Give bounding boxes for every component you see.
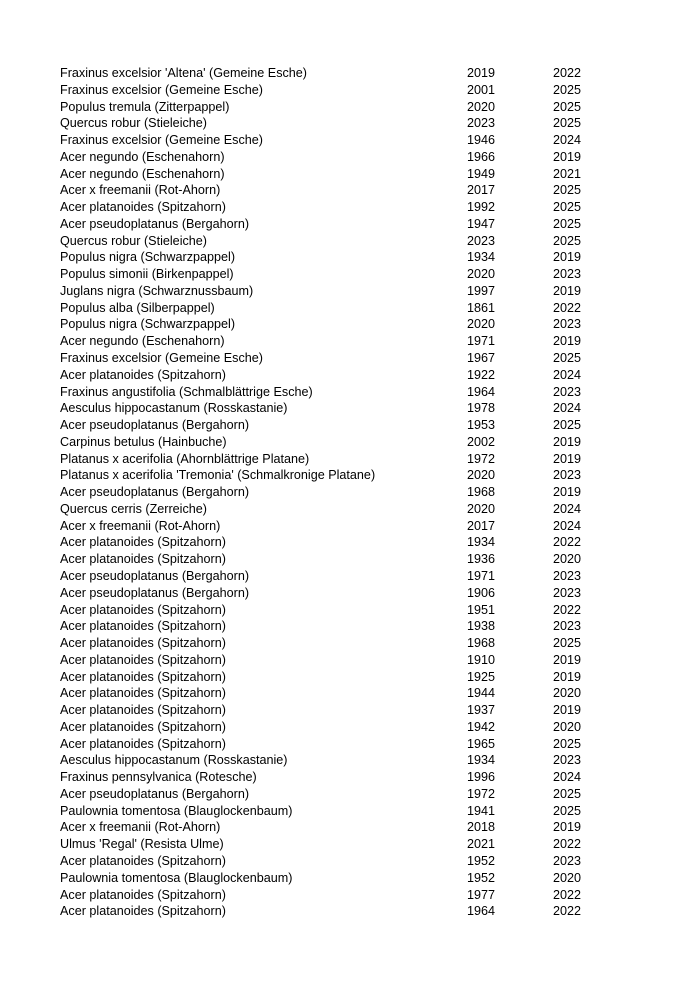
table-row [60, 769, 620, 786]
tree-name: Acer platanoides (Spitzahorn) [60, 703, 226, 718]
year-second: 2019 [553, 669, 582, 684]
year-first: 2019 [467, 66, 496, 80]
table-row [60, 65, 620, 82]
tree-name: Juglans nigra (Schwarznussbaum) [60, 283, 254, 298]
table-row [60, 199, 620, 216]
year-first: 1977 [467, 887, 496, 902]
table-row [60, 501, 620, 518]
tree-name: Acer platanoides (Spitzahorn) [60, 535, 226, 550]
year-second: 2022 [553, 602, 582, 617]
tree-name: Fraxinus angustifolia (Schmalblättrige Esche) [60, 384, 313, 399]
tree-name: Acer x freemanii (Rot-Ahorn) [60, 518, 221, 533]
year-first: 1861 [467, 300, 496, 315]
table-row [60, 99, 620, 116]
table-row [60, 870, 620, 887]
year-second: 2024 [553, 518, 582, 533]
year-first: 1996 [467, 770, 496, 785]
tree-name: Acer platanoides (Spitzahorn) [60, 602, 226, 617]
year-second: 2020 [553, 870, 582, 885]
year-first: 1922 [467, 367, 496, 382]
tree-name: Paulownia tomentosa (Blauglockenbaum) [60, 803, 293, 818]
year-first: 1968 [467, 636, 496, 651]
year-first: 1997 [467, 283, 496, 298]
year-second: 2019 [553, 485, 582, 500]
year-first: 2020 [467, 317, 496, 332]
year-second: 2022 [553, 837, 582, 852]
tree-name: Acer platanoides (Spitzahorn) [60, 552, 226, 567]
year-second: 2025 [553, 233, 582, 248]
table-row [60, 752, 620, 769]
table-row [60, 786, 620, 803]
tree-name: Acer pseudoplatanus (Bergahorn) [60, 585, 250, 600]
table-row [60, 719, 620, 736]
year-second: 2022 [553, 535, 582, 550]
table-row [60, 702, 620, 719]
table-row [60, 166, 620, 183]
year-first: 1942 [467, 719, 496, 734]
year-second: 2021 [553, 166, 582, 181]
year-second: 2019 [553, 820, 582, 835]
tree-name: Aesculus hippocastanum (Rosskastanie) [60, 401, 288, 416]
year-second: 2025 [553, 803, 582, 818]
tree-name: Aesculus hippocastanum (Rosskastanie) [60, 753, 288, 768]
year-first: 1965 [467, 736, 496, 751]
year-second: 2025 [553, 200, 582, 215]
table-row [60, 300, 620, 317]
year-second: 2025 [553, 99, 582, 114]
table-row [60, 249, 620, 266]
year-first: 1946 [467, 133, 496, 148]
table-row [60, 803, 620, 820]
year-first: 1947 [467, 216, 496, 231]
year-second: 2019 [553, 149, 582, 164]
table-row [60, 266, 620, 283]
tree-name: Populus alba (Silberpappel) [60, 300, 215, 315]
year-second: 2019 [553, 250, 582, 265]
tree-name: Fraxinus excelsior (Gemeine Esche) [60, 351, 263, 366]
year-first: 1925 [467, 669, 496, 684]
year-second: 2023 [553, 619, 582, 634]
tree-name: Quercus robur (Stieleiche) [60, 233, 207, 248]
tree-name: Quercus robur (Stieleiche) [60, 116, 207, 131]
year-second: 2022 [553, 300, 582, 315]
table-row [60, 585, 620, 602]
tree-name: Platanus x acerifolia 'Tremonia' (Schmalkronige Platane) [60, 468, 376, 483]
year-first: 1971 [467, 568, 496, 583]
tree-name: Acer platanoides (Spitzahorn) [60, 367, 226, 382]
year-second: 2019 [553, 283, 582, 298]
year-first: 2017 [467, 183, 496, 198]
year-first: 1964 [467, 384, 496, 399]
year-first: 1906 [467, 585, 496, 600]
year-first: 1934 [467, 535, 496, 550]
table-row [60, 467, 620, 484]
year-first: 1941 [467, 803, 496, 818]
table-row [60, 417, 620, 434]
table-row [60, 367, 620, 384]
table-row [60, 132, 620, 149]
year-second: 2023 [553, 468, 582, 483]
year-second: 2024 [553, 501, 582, 516]
year-first: 1953 [467, 418, 496, 433]
table-row [60, 182, 620, 199]
year-first: 1972 [467, 786, 496, 801]
year-second: 2022 [553, 66, 582, 80]
year-first: 1951 [467, 602, 496, 617]
year-first: 2023 [467, 233, 496, 248]
tree-name: Platanus x acerifolia (Ahornblättrige Platane) [60, 451, 310, 466]
year-second: 2019 [553, 703, 582, 718]
tree-name: Populus nigra (Schwarzpappel) [60, 250, 236, 265]
tree-name: Populus tremula (Zitterpappel) [60, 99, 230, 114]
table-row [60, 685, 620, 702]
year-first: 2002 [467, 434, 496, 449]
tree-name: Acer platanoides (Spitzahorn) [60, 736, 226, 751]
year-second: 2019 [553, 652, 582, 667]
tree-list [60, 65, 620, 920]
table-row [60, 551, 620, 568]
table-row [60, 853, 620, 870]
year-second: 2019 [553, 334, 582, 349]
table-row [60, 652, 620, 669]
tree-name: Fraxinus excelsior 'Altena' (Gemeine Esche) [60, 66, 307, 80]
tree-name: Populus simonii (Birkenpappel) [60, 267, 234, 282]
year-first: 1934 [467, 250, 496, 265]
tree-name: Carpinus betulus (Hainbuche) [60, 434, 227, 449]
year-first: 1967 [467, 351, 496, 366]
year-first: 1972 [467, 451, 496, 466]
table-row [60, 568, 620, 585]
year-second: 2024 [553, 770, 582, 785]
year-second: 2025 [553, 82, 582, 97]
table-row [60, 887, 620, 904]
tree-name: Fraxinus excelsior (Gemeine Esche) [60, 82, 263, 97]
table-row [60, 115, 620, 132]
table-row [60, 518, 620, 535]
year-second: 2019 [553, 451, 582, 466]
year-second: 2025 [553, 116, 582, 131]
tree-name: Acer platanoides (Spitzahorn) [60, 853, 226, 868]
tree-name: Acer negundo (Eschenahorn) [60, 334, 225, 349]
tree-name: Acer platanoides (Spitzahorn) [60, 200, 226, 215]
year-second: 2023 [553, 853, 582, 868]
year-second: 2023 [553, 753, 582, 768]
tree-name: Paulownia tomentosa (Blauglockenbaum) [60, 870, 293, 885]
tree-name: Acer platanoides (Spitzahorn) [60, 904, 226, 919]
year-first: 1952 [467, 870, 496, 885]
year-second: 2023 [553, 267, 582, 282]
tree-name: Fraxinus pennsylvanica (Rotesche) [60, 770, 257, 785]
table-row [60, 333, 620, 350]
table-row [60, 233, 620, 250]
tree-name: Acer pseudoplatanus (Bergahorn) [60, 786, 250, 801]
table-row [60, 534, 620, 551]
year-first: 2023 [467, 116, 496, 131]
year-first: 1910 [467, 652, 496, 667]
year-first: 1944 [467, 686, 496, 701]
tree-name: Acer platanoides (Spitzahorn) [60, 619, 226, 634]
year-first: 1971 [467, 334, 496, 349]
tree-name: Acer platanoides (Spitzahorn) [60, 686, 226, 701]
table-row [60, 819, 620, 836]
table-row [60, 350, 620, 367]
tree-name: Acer x freemanii (Rot-Ahorn) [60, 183, 221, 198]
year-first: 1936 [467, 552, 496, 567]
table-row [60, 316, 620, 333]
year-first: 1952 [467, 853, 496, 868]
year-first: 2020 [467, 468, 496, 483]
year-second: 2025 [553, 216, 582, 231]
year-second: 2020 [553, 719, 582, 734]
tree-name: Quercus cerris (Zerreiche) [60, 501, 207, 516]
table-row [60, 669, 620, 686]
table-row [60, 400, 620, 417]
table-row [60, 82, 620, 99]
table-row [60, 216, 620, 233]
year-first: 1964 [467, 904, 496, 919]
tree-name: Acer platanoides (Spitzahorn) [60, 652, 226, 667]
year-first: 2020 [467, 99, 496, 114]
year-first: 1949 [467, 166, 496, 181]
year-second: 2020 [553, 552, 582, 567]
tree-name: Populus nigra (Schwarzpappel) [60, 317, 236, 332]
tree-name: Acer pseudoplatanus (Bergahorn) [60, 568, 250, 583]
year-second: 2025 [553, 786, 582, 801]
year-first: 1978 [467, 401, 496, 416]
year-first: 1966 [467, 149, 496, 164]
year-second: 2024 [553, 367, 582, 382]
year-first: 2020 [467, 267, 496, 282]
year-second: 2023 [553, 384, 582, 399]
tree-name: Acer platanoides (Spitzahorn) [60, 636, 226, 651]
table-row [60, 484, 620, 501]
year-second: 2019 [553, 434, 582, 449]
year-second: 2023 [553, 585, 582, 600]
year-second: 2025 [553, 351, 582, 366]
table-row [60, 149, 620, 166]
year-second: 2022 [553, 887, 582, 902]
year-second: 2022 [553, 904, 582, 919]
year-first: 2020 [467, 501, 496, 516]
year-first: 1937 [467, 703, 496, 718]
year-second: 2025 [553, 736, 582, 751]
year-second: 2020 [553, 686, 582, 701]
year-first: 2001 [467, 82, 496, 97]
tree-name: Acer platanoides (Spitzahorn) [60, 669, 226, 684]
table-row [60, 736, 620, 753]
tree-name: Fraxinus excelsior (Gemeine Esche) [60, 133, 263, 148]
tree-name: Acer pseudoplatanus (Bergahorn) [60, 418, 250, 433]
year-second: 2024 [553, 401, 582, 416]
year-second: 2025 [553, 418, 582, 433]
tree-name: Acer platanoides (Spitzahorn) [60, 719, 226, 734]
year-second: 2023 [553, 568, 582, 583]
year-first: 1992 [467, 200, 496, 215]
table-row [60, 618, 620, 635]
table-row [60, 836, 620, 853]
tree-name: Acer platanoides (Spitzahorn) [60, 887, 226, 902]
year-first: 1934 [467, 753, 496, 768]
year-second: 2024 [553, 133, 582, 148]
year-first: 1968 [467, 485, 496, 500]
year-first: 2021 [467, 837, 496, 852]
table-row [60, 635, 620, 652]
tree-name: Acer negundo (Eschenahorn) [60, 149, 225, 164]
tree-name: Acer pseudoplatanus (Bergahorn) [60, 485, 250, 500]
table-row [60, 384, 620, 401]
year-second: 2025 [553, 183, 582, 198]
table-row [60, 602, 620, 619]
year-second: 2023 [553, 317, 582, 332]
table-row [60, 451, 620, 468]
table-row [60, 283, 620, 300]
year-second: 2025 [553, 636, 582, 651]
table-row [60, 434, 620, 451]
table-row [60, 903, 620, 920]
year-first: 2018 [467, 820, 496, 835]
year-first: 1938 [467, 619, 496, 634]
tree-name: Acer pseudoplatanus (Bergahorn) [60, 216, 250, 231]
tree-name: Ulmus 'Regal' (Resista Ulme) [60, 837, 224, 852]
tree-name: Acer x freemanii (Rot-Ahorn) [60, 820, 221, 835]
tree-name: Acer negundo (Eschenahorn) [60, 166, 225, 181]
year-first: 2017 [467, 518, 496, 533]
